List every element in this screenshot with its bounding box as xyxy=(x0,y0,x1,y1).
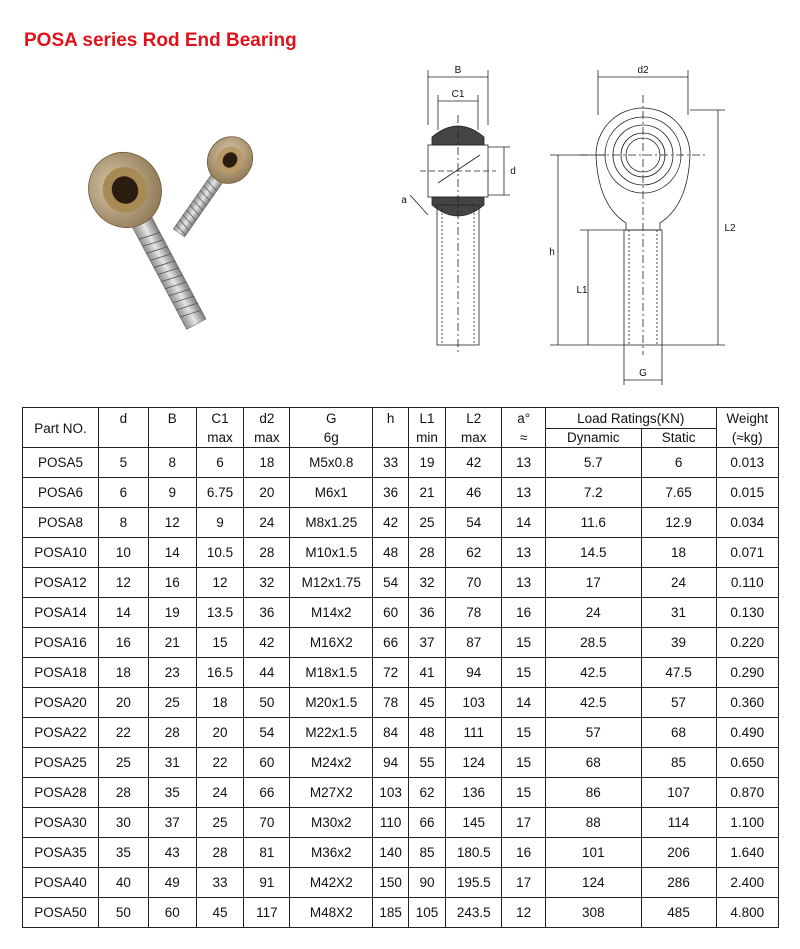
cell-l2: 103 xyxy=(446,688,502,718)
cell-l1: 28 xyxy=(408,538,445,568)
cell-d: 30 xyxy=(98,808,148,838)
header-d2: d2 xyxy=(244,408,290,429)
cell-static: 68 xyxy=(641,718,716,748)
cell-c1: 6.75 xyxy=(196,478,244,508)
table-row xyxy=(23,478,779,508)
table-row xyxy=(23,718,779,748)
table-row xyxy=(23,568,779,598)
cell-part-no: POSA8 xyxy=(23,508,99,538)
cell-part-no: POSA6 xyxy=(23,478,99,508)
cell-b: 16 xyxy=(148,568,196,598)
header-d: d xyxy=(98,408,148,448)
cell-g: M36x2 xyxy=(290,838,373,868)
cell-a: 13 xyxy=(502,478,546,508)
cell-g: M22x1.5 xyxy=(290,718,373,748)
cell-l2: 180.5 xyxy=(446,838,502,868)
cell-weight: 0.360 xyxy=(716,688,779,718)
cell-a: 13 xyxy=(502,538,546,568)
table-row xyxy=(23,598,779,628)
cell-l1: 21 xyxy=(408,478,445,508)
table-row xyxy=(23,868,779,898)
cell-l2: 94 xyxy=(446,658,502,688)
cell-static: 57 xyxy=(641,688,716,718)
cell-dynamic: 42.5 xyxy=(545,658,641,688)
cell-d2: 70 xyxy=(244,808,290,838)
cell-l1: 85 xyxy=(408,838,445,868)
cell-dynamic: 42.5 xyxy=(545,688,641,718)
header-h: h xyxy=(373,408,408,448)
cell-c1: 28 xyxy=(196,838,244,868)
cell-a: 14 xyxy=(502,688,546,718)
cell-d2: 20 xyxy=(244,478,290,508)
table-row xyxy=(23,748,779,778)
cell-b: 49 xyxy=(148,868,196,898)
cell-d2: 91 xyxy=(244,868,290,898)
cell-d2: 32 xyxy=(244,568,290,598)
header-a-sub: ≈ xyxy=(502,429,546,448)
cell-d: 35 xyxy=(98,838,148,868)
cell-h: 150 xyxy=(373,868,408,898)
cell-part-no: POSA40 xyxy=(23,868,99,898)
cell-part-no: POSA30 xyxy=(23,808,99,838)
cell-h: 33 xyxy=(373,448,408,478)
cell-g: M48X2 xyxy=(290,898,373,928)
header-c1: C1 xyxy=(196,408,244,429)
cell-d: 18 xyxy=(98,658,148,688)
dim-label-d2: d2 xyxy=(637,65,649,76)
cell-d: 40 xyxy=(98,868,148,898)
cell-l2: 42 xyxy=(446,448,502,478)
cell-static: 114 xyxy=(641,808,716,838)
header-load-ratings: Load Ratings(KN) xyxy=(545,408,716,429)
cell-l2: 195.5 xyxy=(446,868,502,898)
cell-a: 12 xyxy=(502,898,546,928)
cell-d: 16 xyxy=(98,628,148,658)
header-weight: Weight xyxy=(716,408,779,429)
cell-part-no: POSA14 xyxy=(23,598,99,628)
cell-l2: 78 xyxy=(446,598,502,628)
dim-label-g: G xyxy=(639,368,647,379)
cell-l1: 25 xyxy=(408,508,445,538)
cell-c1: 45 xyxy=(196,898,244,928)
cell-b: 14 xyxy=(148,538,196,568)
cell-part-no: POSA20 xyxy=(23,688,99,718)
cell-l2: 111 xyxy=(446,718,502,748)
cell-g: M6x1 xyxy=(290,478,373,508)
cell-part-no: POSA5 xyxy=(23,448,99,478)
cell-d: 20 xyxy=(98,688,148,718)
dim-label-d: d xyxy=(510,166,516,177)
cell-weight: 4.800 xyxy=(716,898,779,928)
cell-d2: 18 xyxy=(244,448,290,478)
cell-c1: 20 xyxy=(196,718,244,748)
cell-b: 31 xyxy=(148,748,196,778)
cell-dynamic: 14.5 xyxy=(545,538,641,568)
table-row xyxy=(23,808,779,838)
dim-label-c1: C1 xyxy=(451,89,465,100)
cell-static: 24 xyxy=(641,568,716,598)
cell-h: 103 xyxy=(373,778,408,808)
cell-d2: 81 xyxy=(244,838,290,868)
technical-drawing xyxy=(380,55,780,395)
cell-c1: 33 xyxy=(196,868,244,898)
cell-weight: 0.650 xyxy=(716,748,779,778)
cell-c1: 12 xyxy=(196,568,244,598)
dim-label-a: a xyxy=(401,195,407,206)
cell-c1: 24 xyxy=(196,778,244,808)
cell-dynamic: 88 xyxy=(545,808,641,838)
cell-g: M18x1.5 xyxy=(290,658,373,688)
cell-a: 17 xyxy=(502,868,546,898)
cell-g: M12x1.75 xyxy=(290,568,373,598)
cell-b: 43 xyxy=(148,838,196,868)
cell-d: 12 xyxy=(98,568,148,598)
cell-l1: 105 xyxy=(408,898,445,928)
cell-static: 6 xyxy=(641,448,716,478)
dim-label-b: B xyxy=(454,65,462,76)
cell-g: M27X2 xyxy=(290,778,373,808)
cell-weight: 0.220 xyxy=(716,628,779,658)
cell-d2: 50 xyxy=(244,688,290,718)
cell-static: 107 xyxy=(641,778,716,808)
cell-g: M8x1.25 xyxy=(290,508,373,538)
cell-d2: 117 xyxy=(244,898,290,928)
dim-label-h: h xyxy=(549,247,555,258)
header-d2-sub: max xyxy=(244,429,290,448)
cell-h: 48 xyxy=(373,538,408,568)
header-l2: L2 xyxy=(446,408,502,429)
cell-h: 185 xyxy=(373,898,408,928)
cell-d: 25 xyxy=(98,748,148,778)
cell-weight: 1.100 xyxy=(716,808,779,838)
cell-d: 8 xyxy=(98,508,148,538)
cell-part-no: POSA16 xyxy=(23,628,99,658)
cell-g: M5x0.8 xyxy=(290,448,373,478)
cell-part-no: POSA28 xyxy=(23,778,99,808)
cell-static: 39 xyxy=(641,628,716,658)
cell-d: 22 xyxy=(98,718,148,748)
cell-b: 8 xyxy=(148,448,196,478)
cell-d: 28 xyxy=(98,778,148,808)
cell-dynamic: 17 xyxy=(545,568,641,598)
cell-static: 206 xyxy=(641,838,716,868)
cell-dynamic: 101 xyxy=(545,838,641,868)
table-row xyxy=(23,778,779,808)
cell-g: M16X2 xyxy=(290,628,373,658)
cell-b: 9 xyxy=(148,478,196,508)
cell-dynamic: 57 xyxy=(545,718,641,748)
cell-weight: 2.400 xyxy=(716,868,779,898)
header-l2-sub: max xyxy=(446,429,502,448)
cell-d2: 36 xyxy=(244,598,290,628)
cell-d: 10 xyxy=(98,538,148,568)
cell-c1: 16.5 xyxy=(196,658,244,688)
cell-a: 16 xyxy=(502,838,546,868)
cell-h: 78 xyxy=(373,688,408,718)
header-l1-sub: min xyxy=(408,429,445,448)
cell-a: 17 xyxy=(502,808,546,838)
cell-c1: 10.5 xyxy=(196,538,244,568)
table-row xyxy=(23,658,779,688)
cell-l1: 55 xyxy=(408,748,445,778)
cell-h: 42 xyxy=(373,508,408,538)
cell-l1: 45 xyxy=(408,688,445,718)
cell-h: 84 xyxy=(373,718,408,748)
cell-d: 6 xyxy=(98,478,148,508)
cell-d2: 60 xyxy=(244,748,290,778)
cell-dynamic: 28.5 xyxy=(545,628,641,658)
cell-d: 5 xyxy=(98,448,148,478)
dim-label-l1: L1 xyxy=(576,285,588,296)
cell-b: 37 xyxy=(148,808,196,838)
spec-table-body xyxy=(23,448,779,928)
cell-h: 36 xyxy=(373,478,408,508)
cell-a: 15 xyxy=(502,628,546,658)
table-row xyxy=(23,898,779,928)
cell-b: 23 xyxy=(148,658,196,688)
cell-l2: 243.5 xyxy=(446,898,502,928)
product-photo xyxy=(70,110,310,330)
cell-h: 54 xyxy=(373,568,408,598)
cell-d2: 42 xyxy=(244,628,290,658)
cell-l1: 41 xyxy=(408,658,445,688)
cell-h: 60 xyxy=(373,598,408,628)
cell-l1: 90 xyxy=(408,868,445,898)
header-a: a° xyxy=(502,408,546,429)
page-title: POSA series Rod End Bearing xyxy=(24,30,297,51)
cell-l1: 37 xyxy=(408,628,445,658)
cell-l2: 62 xyxy=(446,538,502,568)
cell-l1: 36 xyxy=(408,598,445,628)
table-row xyxy=(23,538,779,568)
cell-part-no: POSA22 xyxy=(23,718,99,748)
cell-dynamic: 124 xyxy=(545,868,641,898)
table-row xyxy=(23,508,779,538)
cell-c1: 18 xyxy=(196,688,244,718)
cell-b: 12 xyxy=(148,508,196,538)
cell-part-no: POSA12 xyxy=(23,568,99,598)
cell-l1: 19 xyxy=(408,448,445,478)
cell-b: 60 xyxy=(148,898,196,928)
cell-h: 72 xyxy=(373,658,408,688)
cell-d: 50 xyxy=(98,898,148,928)
cell-l1: 66 xyxy=(408,808,445,838)
cell-dynamic: 68 xyxy=(545,748,641,778)
cell-g: M42X2 xyxy=(290,868,373,898)
dim-label-l2: L2 xyxy=(724,223,736,234)
cell-l2: 46 xyxy=(446,478,502,508)
cell-dynamic: 24 xyxy=(545,598,641,628)
cell-h: 110 xyxy=(373,808,408,838)
table-row xyxy=(23,838,779,868)
cell-b: 28 xyxy=(148,718,196,748)
header-part-no: Part NO. xyxy=(23,408,99,448)
cell-dynamic: 11.6 xyxy=(545,508,641,538)
table-row xyxy=(23,688,779,718)
cell-b: 25 xyxy=(148,688,196,718)
cell-d2: 44 xyxy=(244,658,290,688)
cell-g: M10x1.5 xyxy=(290,538,373,568)
cell-weight: 0.071 xyxy=(716,538,779,568)
cell-d2: 24 xyxy=(244,508,290,538)
cell-g: M30x2 xyxy=(290,808,373,838)
cell-static: 12.9 xyxy=(641,508,716,538)
cell-weight: 0.870 xyxy=(716,778,779,808)
cell-a: 15 xyxy=(502,718,546,748)
header-g-sub: 6g xyxy=(290,429,373,448)
cell-weight: 0.130 xyxy=(716,598,779,628)
cell-b: 21 xyxy=(148,628,196,658)
cell-l2: 124 xyxy=(446,748,502,778)
cell-part-no: POSA50 xyxy=(23,898,99,928)
cell-static: 485 xyxy=(641,898,716,928)
cell-weight: 0.013 xyxy=(716,448,779,478)
cell-dynamic: 5.7 xyxy=(545,448,641,478)
cell-a: 13 xyxy=(502,568,546,598)
cell-part-no: POSA25 xyxy=(23,748,99,778)
cell-dynamic: 7.2 xyxy=(545,478,641,508)
cell-static: 286 xyxy=(641,868,716,898)
cell-part-no: POSA35 xyxy=(23,838,99,868)
cell-c1: 15 xyxy=(196,628,244,658)
cell-c1: 22 xyxy=(196,748,244,778)
cell-h: 94 xyxy=(373,748,408,778)
cell-c1: 13.5 xyxy=(196,598,244,628)
cell-g: M14x2 xyxy=(290,598,373,628)
header-static: Static xyxy=(641,429,716,448)
cell-static: 18 xyxy=(641,538,716,568)
cell-d: 14 xyxy=(98,598,148,628)
cell-d2: 66 xyxy=(244,778,290,808)
cell-weight: 0.015 xyxy=(716,478,779,508)
cell-g: M20x1.5 xyxy=(290,688,373,718)
cell-l2: 136 xyxy=(446,778,502,808)
cell-l2: 54 xyxy=(446,508,502,538)
header-b: B xyxy=(148,408,196,448)
cell-h: 66 xyxy=(373,628,408,658)
cell-h: 140 xyxy=(373,838,408,868)
table-row xyxy=(23,628,779,658)
header-weight-sub: (≈kg) xyxy=(716,429,779,448)
cell-b: 19 xyxy=(148,598,196,628)
cell-a: 15 xyxy=(502,658,546,688)
spec-table xyxy=(22,407,779,928)
cell-c1: 9 xyxy=(196,508,244,538)
cell-static: 47.5 xyxy=(641,658,716,688)
cell-weight: 0.110 xyxy=(716,568,779,598)
header-dynamic: Dynamic xyxy=(545,429,641,448)
cell-l1: 32 xyxy=(408,568,445,598)
cell-part-no: POSA10 xyxy=(23,538,99,568)
cell-static: 7.65 xyxy=(641,478,716,508)
cell-l2: 70 xyxy=(446,568,502,598)
header-l1: L1 xyxy=(408,408,445,429)
cell-weight: 0.034 xyxy=(716,508,779,538)
cell-a: 13 xyxy=(502,448,546,478)
header-c1-sub: max xyxy=(196,429,244,448)
cell-d2: 28 xyxy=(244,538,290,568)
cell-weight: 0.290 xyxy=(716,658,779,688)
cell-a: 16 xyxy=(502,598,546,628)
header-g: G xyxy=(290,408,373,429)
cell-dynamic: 86 xyxy=(545,778,641,808)
table-row xyxy=(23,448,779,478)
cell-static: 85 xyxy=(641,748,716,778)
cell-weight: 1.640 xyxy=(716,838,779,868)
cell-weight: 0.490 xyxy=(716,718,779,748)
cell-dynamic: 308 xyxy=(545,898,641,928)
cell-l1: 48 xyxy=(408,718,445,748)
cell-l1: 62 xyxy=(408,778,445,808)
cell-c1: 6 xyxy=(196,448,244,478)
cell-l2: 87 xyxy=(446,628,502,658)
cell-g: M24x2 xyxy=(290,748,373,778)
cell-c1: 25 xyxy=(196,808,244,838)
cell-b: 35 xyxy=(148,778,196,808)
cell-part-no: POSA18 xyxy=(23,658,99,688)
cell-a: 15 xyxy=(502,748,546,778)
cell-static: 31 xyxy=(641,598,716,628)
cell-d2: 54 xyxy=(244,718,290,748)
cell-l2: 145 xyxy=(446,808,502,838)
cell-a: 14 xyxy=(502,508,546,538)
cell-a: 15 xyxy=(502,778,546,808)
